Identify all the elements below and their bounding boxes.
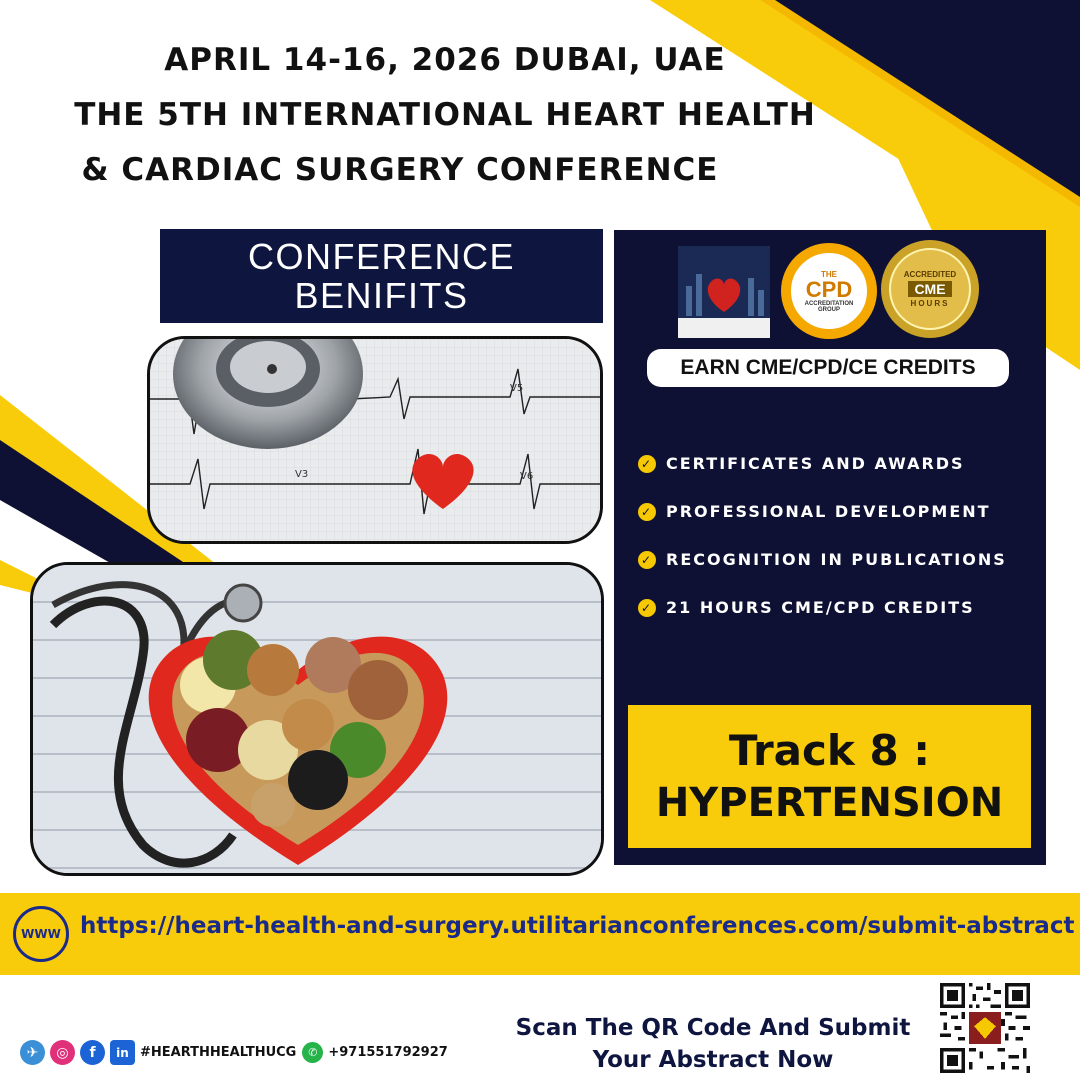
track-topic: HYPERTENSION [655, 779, 1004, 826]
event-date-location: APRIL 14-16, 2026 DUBAI, UAE [164, 42, 726, 78]
conference-logo-badge [678, 246, 770, 338]
check-icon: ✓ [638, 503, 656, 521]
ecg-label-v3: V3 [295, 469, 309, 480]
instagram-icon[interactable]: ◎ [50, 1040, 75, 1065]
cpd-accreditation-badge [781, 243, 877, 339]
twitter-icon[interactable]: ✈ [20, 1040, 45, 1065]
cta-line2: Your Abstract Now [592, 1047, 834, 1073]
cme-hours-badge [881, 240, 979, 338]
ecg-label-v6: V6 [520, 471, 534, 482]
benefits-title-box [160, 229, 603, 323]
whatsapp-icon[interactable]: ✆ [302, 1042, 323, 1063]
cpd-badge-sub1: ACCREDITATION [804, 300, 854, 307]
www-label: WWW [21, 927, 61, 941]
benefit-item [638, 454, 965, 473]
facebook-icon[interactable]: f [80, 1040, 105, 1065]
ecg-illustration [150, 339, 600, 541]
cme-badge-top: ACCREDITED [903, 270, 957, 279]
conference-title-line1: THE 5TH INTERNATIONAL HEART HEALTH [74, 97, 816, 133]
conference-title-line2: & CARDIAC SURGERY CONFERENCE [81, 152, 719, 188]
check-icon: ✓ [638, 599, 656, 617]
cme-badge-main: CME [908, 281, 951, 297]
check-icon: ✓ [638, 551, 656, 569]
cta-line1: Scan The QR Code And Submit [515, 1015, 911, 1041]
track-number: Track 8 : [728, 725, 931, 775]
qr-call-to-action [498, 1012, 928, 1076]
benefits-title-line2: BENIFITS [294, 275, 469, 316]
heart-bowl-food-photo [30, 562, 604, 876]
benefit-label: CERTIFICATES AND AWARDS [666, 454, 965, 473]
cme-badge-sub: HOURS [910, 299, 950, 308]
benefits-title-line1: CONFERENCE [247, 236, 516, 277]
social-bar [20, 1040, 448, 1065]
benefit-label: PROFESSIONAL DEVELOPMENT [666, 502, 991, 521]
benefit-item [638, 598, 975, 617]
benefit-label: 21 HOURS CME/CPD CREDITS [666, 598, 975, 617]
earn-credits-label: EARN CME/CPD/CE CREDITS [647, 349, 1009, 387]
qr-code-icon[interactable] [940, 983, 1030, 1073]
track-box [628, 705, 1031, 848]
benefit-item [638, 550, 1007, 569]
benefit-item [638, 502, 991, 521]
check-icon: ✓ [638, 455, 656, 473]
qr-code-graphic [940, 983, 1030, 1073]
heart-food-illustration [33, 565, 601, 873]
cpd-badge-main: CPD [805, 276, 853, 302]
cpd-badge-top: THE [821, 269, 837, 279]
phone-number: +971551792927 [328, 1045, 448, 1060]
benefit-label: RECOGNITION IN PUBLICATIONS [666, 550, 1007, 569]
conference-logo-icon [678, 246, 770, 338]
linkedin-icon[interactable]: in [110, 1040, 135, 1065]
submit-abstract-link[interactable]: https://heart-health-and-surgery.utilitarianconferences.com/submit-abstract [80, 913, 1075, 939]
globe-icon [13, 906, 69, 962]
hashtag: #HEARTHHEALTHUCG [140, 1045, 297, 1060]
ecg-stethoscope-photo [147, 336, 603, 544]
cpd-badge-sub2: GROUP [817, 306, 840, 313]
ecg-label-v5: V5 [510, 383, 524, 394]
